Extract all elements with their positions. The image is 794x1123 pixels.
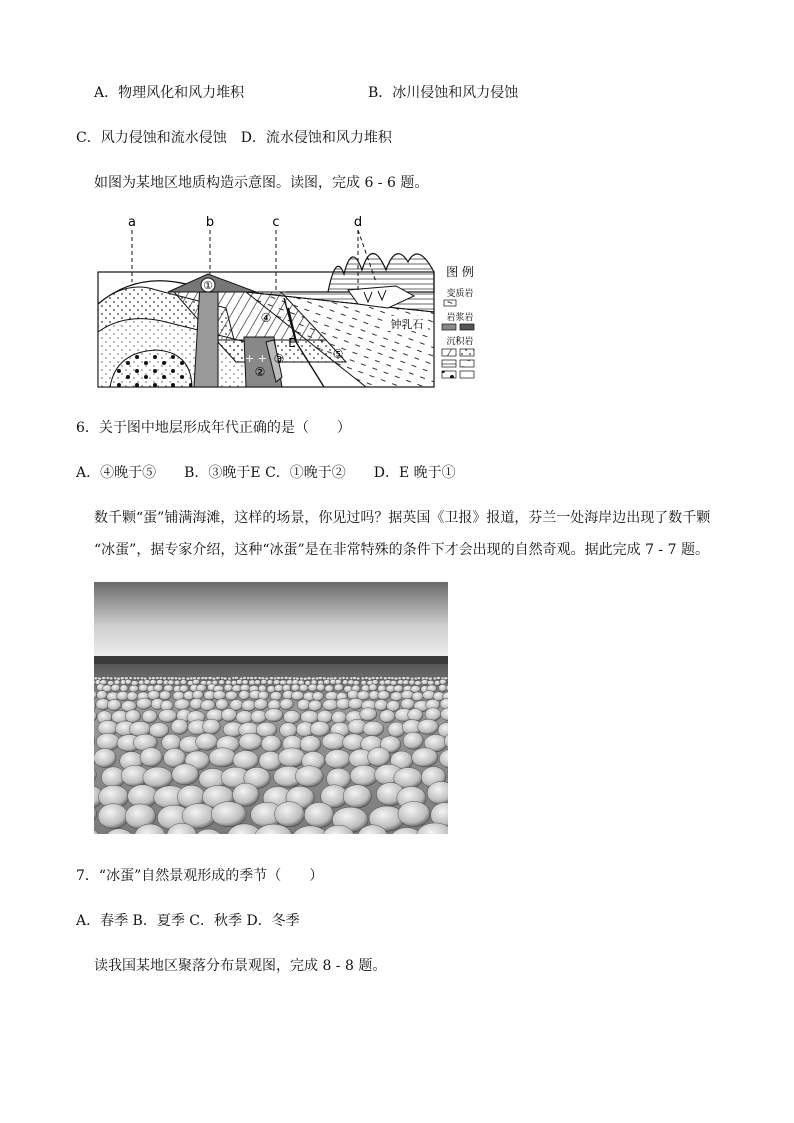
ice-egg [291,691,304,700]
ice-egg [251,710,267,723]
ice-egg [98,804,128,829]
label-5: ⑤ [332,347,344,361]
ice-egg [403,680,409,685]
ice-egg [418,719,439,734]
ice-egg [255,680,261,685]
ice-egg [193,679,200,684]
ice-egg [221,708,237,721]
ice-egg [299,684,308,691]
ice-egg [283,710,300,723]
ice-egg [380,710,396,723]
ice-eggs-photo [94,582,448,834]
ice-egg [417,677,421,680]
ice-egg [280,699,294,710]
legend-metamorphic: 变质岩 [446,289,474,299]
ice-egg [265,709,283,722]
ice-egg [369,684,377,691]
label-3: ③ [273,352,285,366]
ice-egg [439,684,447,691]
stalactite-label: 钟乳石 [390,318,424,331]
q6-stem: 6．关于图中地层形成年代正确的是（ ） [76,420,351,436]
ice-egg [209,748,236,767]
ice-egg [363,721,384,736]
ice-egg [216,677,220,680]
ice-egg [348,698,364,709]
ice-egg [275,802,305,827]
ice-egg [402,677,406,680]
ice-egg [140,748,162,767]
ice-egg [259,751,282,770]
ice-egg [174,680,180,685]
ice-egg [291,684,299,691]
q8-intro: 读我国某地区聚落分布景观图，完成 8 - 8 题。 [94,958,387,974]
label-2: ② [254,365,266,379]
ice-egg [310,721,330,736]
ice-egg [390,692,402,701]
ice-egg [274,685,283,692]
ice-egg [308,700,322,711]
ice-egg [356,677,360,680]
ice-egg [239,691,250,700]
legend-sedimentary: 沉积岩 [446,337,474,347]
ice-egg [125,679,131,684]
ice-egg [144,680,151,685]
ice-egg [318,677,323,680]
ice-egg [308,684,318,691]
ice-egg [196,733,218,750]
ice-egg [332,711,347,724]
label-d: d [353,215,363,230]
ice-egg [415,681,422,686]
ice-egg [97,690,108,699]
ice-egg [325,685,334,692]
ice-egg [254,677,258,680]
ice-egg [383,677,387,680]
ice-egg [211,802,246,827]
ice-egg [307,677,311,680]
ice-egg [168,680,175,685]
ice-egg [360,708,377,721]
ice-egg [398,801,430,826]
ice-egg [312,692,323,701]
geology-intro: 如图为某地区地质构造示意图。读图，完成 6 - 6 题。 [94,175,429,191]
ice-egg [412,692,424,701]
ice-egg [212,677,216,680]
ice-egg [270,692,282,701]
ice-egg [428,677,432,680]
ice-intro-line2: “冰蛋”，据专家介绍，这种“冰蛋”是在非常特殊的条件下才会出现的自然奇观。据此完成 7 - 7 题。 [94,542,709,558]
ice-egg [239,733,263,750]
ice-egg [159,677,163,680]
ice-egg [234,676,238,679]
ice-egg [136,698,152,709]
ice-egg [202,719,220,734]
legend-igneous: 岩浆岩 [446,313,474,323]
option-b: B．冰川侵蚀和风力侵蚀 [368,85,519,101]
ice-egg [361,677,365,680]
ice-egg [150,680,157,685]
ice-egg [102,677,106,680]
ice-egg [295,766,323,787]
ice-egg [440,679,447,684]
label-1: ① [203,279,213,292]
label-a: a [128,215,136,230]
ice-egg [156,677,160,680]
option-cd: C．风力侵蚀和流水侵蚀 D．流水侵蚀和风力堆积 [76,130,392,146]
ice-egg [436,677,440,680]
ice-egg [256,722,277,737]
ice-egg [374,700,387,711]
ice-egg [261,679,267,684]
ice-egg [180,680,187,685]
ice-egg [379,676,383,679]
ice-egg [171,719,188,734]
ice-egg [94,748,116,767]
ice-egg [236,679,242,684]
ice-egg [174,699,190,710]
ice-egg [334,684,343,691]
ice-egg [120,685,128,692]
ice-egg [204,677,208,680]
q7-stem: 7．“冰蛋”自然景观形成的季节（ ） [76,868,324,884]
ice-egg [409,680,415,685]
svg-text:+ +: + + [245,352,267,365]
ice-egg [225,691,237,700]
ice-egg [129,685,139,692]
ice-egg [425,708,441,721]
option-a: A．物理风化和风力堆积 [94,85,245,101]
ice-egg [163,677,167,680]
label-4: ④ [260,311,272,325]
ice-egg [401,699,415,710]
ice-egg [178,677,182,680]
ice-egg [371,677,375,680]
ice-egg [174,677,178,680]
q7-options: A．春季 B．夏季 C．秋季 D．冬季 [76,913,300,929]
ice-egg [324,679,331,684]
ice-egg [427,680,434,685]
ice-egg [216,699,229,710]
ice-egg [136,677,140,680]
ice-egg [280,677,284,680]
ice-egg [111,684,120,691]
ice-egg [224,684,233,691]
ice-egg [142,710,157,723]
ice-egg [342,677,346,680]
ice-egg [394,685,403,692]
ice-egg [350,765,378,786]
ice-egg [403,732,423,749]
ice-egg [131,681,138,686]
ice-egg [411,685,421,692]
ice-egg [288,677,292,680]
ice-egg [159,691,171,700]
ice-intro-line1: 数千颗“蛋”铺满海滩，这样的场景，你见过吗？据英国《卫报》报道，芬兰一处海岸边出现了数千颗 [94,510,711,526]
ice-egg [342,680,348,685]
ice-egg [96,733,120,750]
ice-egg [378,691,390,700]
ice-egg [223,677,227,680]
geology-diagram [96,212,486,392]
ice-egg [254,699,268,710]
ice-egg [304,802,334,827]
ice-egg [261,735,281,752]
legend-title: 图 例 [446,265,474,279]
label-b: b [205,215,215,230]
ice-egg [390,680,397,685]
ice-egg [325,750,351,769]
q6-options: A．④晚于⑤ B．③晚于E C．①晚于② D．E 晚于① [76,465,456,481]
ice-egg [343,785,371,808]
ice-egg [213,691,226,700]
ice-egg [193,690,204,699]
ice-egg [109,677,113,680]
ice-egg [233,751,259,770]
ice-egg [172,764,199,785]
ice-egg [412,748,438,767]
ice-egg [284,676,288,679]
ice-egg [250,677,254,680]
ice-egg [401,690,414,699]
ice-egg [391,677,395,680]
ice-egg [242,680,249,685]
label-e: E [288,336,296,350]
ice-egg [219,680,225,685]
ice-egg [345,677,349,680]
ice-egg [243,676,247,679]
ice-egg [375,677,379,680]
ice-egg [107,699,121,710]
label-c: c [272,215,280,230]
ice-egg [127,692,138,701]
ice-egg [317,684,325,691]
ice-egg [368,747,391,766]
ice-egg [156,680,163,685]
ice-egg [278,748,306,767]
ice-egg [300,736,321,753]
ice-egg [269,677,274,680]
ice-egg [406,677,410,680]
ice-egg [170,677,174,680]
ice-egg [267,680,273,685]
